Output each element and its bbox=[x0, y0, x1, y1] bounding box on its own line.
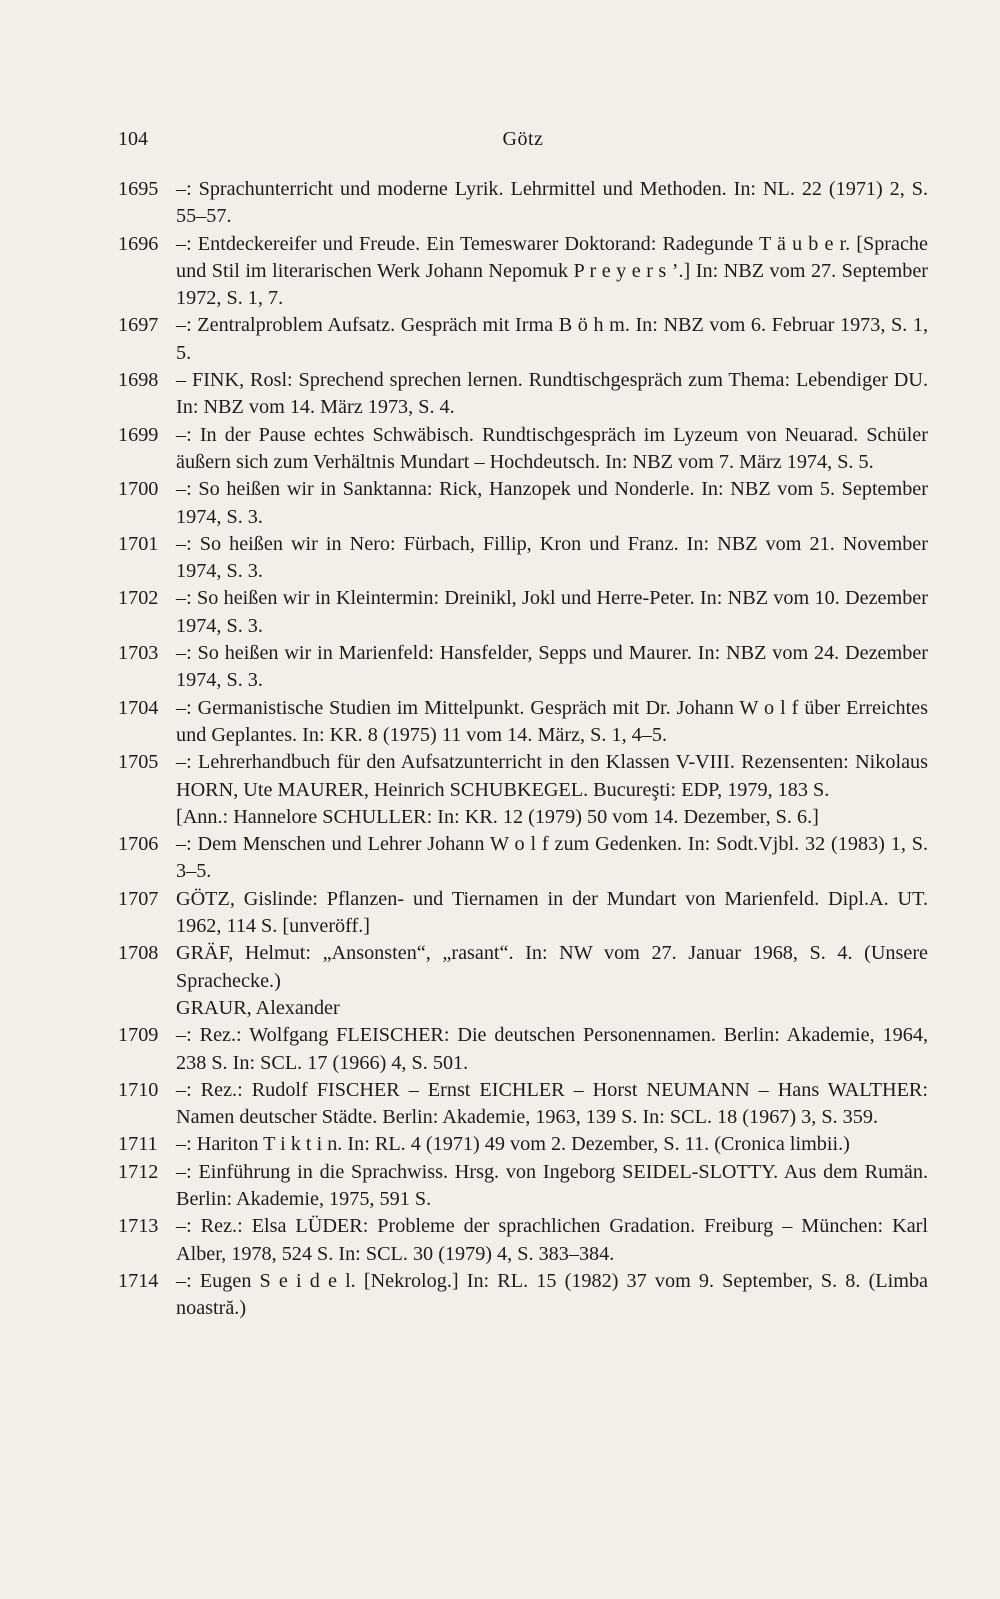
entry-text: –: Rez.: Elsa LÜDER: Probleme der sprachlichen Gradation. Freiburg – München: Karl Alber, 1978, 524 S. In: SCL. 30 (1979) 4, S. 383–384. bbox=[176, 1215, 928, 1265]
entry-number: 1714 bbox=[118, 1269, 159, 1292]
entry-number: 1701 bbox=[118, 532, 159, 555]
entry-number: 1706 bbox=[118, 833, 159, 856]
entry-number: 1696 bbox=[118, 232, 159, 255]
bibliography-entry bbox=[118, 476, 928, 531]
entry-text: –: Dem Menschen und Lehrer Johann W o l f zum Gedenken. In: Sodt.Vjbl. 32 (1983) 1, S. 3–5. bbox=[176, 833, 928, 883]
entry-number: 1705 bbox=[118, 751, 159, 774]
entry-number: 1697 bbox=[118, 314, 159, 337]
entry-number: 1699 bbox=[118, 423, 159, 446]
entry-text: – FINK, Rosl: Sprechend sprechen lernen. Rundtischgespräch zum Thema: Lebendiger DU. In: NBZ vom 14. März 1973, S. 4. bbox=[176, 369, 928, 419]
bibliography-entry bbox=[118, 695, 928, 750]
entry-text: –: Hariton T i k t i n. In: RL. 4 (1971) 49 vom 2. Dezember, S. 11. (Cronica limbii.) bbox=[176, 1133, 850, 1156]
bibliography-entry bbox=[118, 640, 928, 695]
entry-number: 1702 bbox=[118, 587, 159, 610]
entry-text: GRÄF, Helmut: „Ansonsten“, „rasant“. In: NW vom 27. Januar 1968, S. 4. (Unsere Sprachecke.) bbox=[176, 942, 928, 992]
entry-text: –: So heißen wir in Sanktanna: Rick, Hanzopek und Nonderle. In: NBZ vom 5. September 1974, S. 3. bbox=[176, 478, 928, 528]
entry-annotation: [Ann.: Hannelore SCHULLER: In: KR. 12 (1979) 50 vom 14. Dezember, S. 6.] bbox=[176, 805, 819, 828]
entry-number: 1708 bbox=[118, 942, 159, 965]
bibliography-entry bbox=[118, 312, 928, 367]
entry-number: 1703 bbox=[118, 642, 159, 665]
entry-text: –: Entdeckereifer und Freude. Ein Temeswarer Doktorand: Radegunde T ä u b e r. [Sprache und Stil im literarischen Werk Johann Nepomuk P r e y e r s ’.] In: NBZ vom 27. September 1972, S. 1, 7. bbox=[176, 232, 928, 310]
author-name: GRAUR, Alexander bbox=[176, 996, 340, 1019]
bibliography-entry bbox=[118, 585, 928, 640]
bibliography-entry bbox=[118, 176, 928, 231]
entry-number: 1700 bbox=[118, 478, 159, 501]
bibliography-entries bbox=[118, 176, 928, 1322]
entry-text: –: Lehrerhandbuch für den Aufsatzunterricht in den Klassen V-VIII. Rezensenten: Nikolaus HORN, Ute MAURER, Heinrich SCHUBKEGEL. Bucureşti: EDP, 1979, 183 S. bbox=[176, 751, 928, 801]
entry-number: 1710 bbox=[118, 1078, 159, 1101]
bibliography-entry bbox=[118, 231, 928, 313]
entry-text: –: Einführung in die Sprachwiss. Hrsg. von Ingeborg SEIDEL-SLOTTY. Aus dem Rumän. Berlin: Akademie, 1975, 591 S. bbox=[176, 1160, 928, 1210]
bibliography-entry bbox=[118, 940, 928, 995]
entry-text: –: So heißen wir in Kleintermin: Dreinikl, Jokl und Herre-Peter. In: NBZ vom 10. Dezember 1974, S. 3. bbox=[176, 587, 928, 637]
bibliography-entry bbox=[118, 531, 928, 586]
bibliography-entry bbox=[118, 1077, 928, 1132]
entry-number: 1707 bbox=[118, 887, 159, 910]
entry-text: –: In der Pause echtes Schwäbisch. Rundtischgespräch im Lyzeum von Neuarad. Schüler äußern sich zum Verhältnis Mundart – Hochdeutsch. In: NBZ vom 7. März 1974, S. 5. bbox=[176, 423, 928, 473]
entry-text: –: Germanistische Studien im Mittelpunkt. Gespräch mit Dr. Johann W o l f über Erreichtes und Geplantes. In: KR. 8 (1975) 11 vom 14. März, S. 1, 4–5. bbox=[176, 696, 928, 746]
entry-number: 1712 bbox=[118, 1160, 159, 1183]
entry-number: 1695 bbox=[118, 178, 159, 200]
running-title: Götz bbox=[502, 128, 544, 150]
bibliography-entry bbox=[118, 1159, 928, 1214]
entry-text: –: So heißen wir in Marienfeld: Hansfelder, Sepps und Maurer. In: NBZ vom 24. Dezember 1974, S. 3. bbox=[176, 642, 928, 692]
entry-text: –: Eugen S e i d e l. [Nekrolog.] In: RL. 15 (1982) 37 vom 9. September, S. 8. (Limba noastră.) bbox=[176, 1269, 928, 1320]
entry-text: –: So heißen wir in Nero: Fürbach, Fillip, Kron und Franz. In: NBZ vom 21. November 1974, S. 3. bbox=[176, 532, 928, 583]
entry-number: 1713 bbox=[118, 1215, 159, 1238]
entry-number: 1698 bbox=[118, 369, 159, 392]
bibliography-entry bbox=[118, 1213, 928, 1268]
bibliography-entry bbox=[118, 831, 928, 886]
entry-number: 1709 bbox=[118, 1024, 159, 1047]
entry-text: –: Sprachunterricht und moderne Lyrik. Lehrmittel und Methoden. In: NL. 22 (1971) 2, S. 55–57. bbox=[176, 178, 928, 228]
bibliography-entry bbox=[118, 1131, 928, 1158]
entry-number: 1704 bbox=[118, 696, 159, 719]
entry-text: –: Rez.: Rudolf FISCHER – Ernst EICHLER – Horst NEUMANN – Hans WALTHER: Namen deutscher Städte. Berlin: Akademie, 1963, 139 S. In: SCL. 18 (1967) 3, S. 359. bbox=[176, 1078, 928, 1129]
bibliography-entry bbox=[118, 1022, 928, 1077]
bibliography-entry bbox=[118, 749, 928, 831]
bibliography-entry bbox=[118, 886, 928, 941]
bibliography-entry bbox=[118, 422, 928, 477]
entry-text: –: Zentralproblem Aufsatz. Gespräch mit Irma B ö h m. In: NBZ vom 6. Februar 1973, S. 1, 5. bbox=[176, 314, 928, 364]
bibliography-entry bbox=[118, 1268, 928, 1323]
bibliography-entry bbox=[118, 367, 928, 422]
entry-text: –: Rez.: Wolfgang FLEISCHER: Die deutschen Personennamen. Berlin: Akademie, 1964, 238 S. In: SCL. 17 (1966) 4, S. 501. bbox=[176, 1024, 928, 1074]
entry-text: GÖTZ, Gislinde: Pflanzen- und Tiernamen in der Mundart von Marienfeld. Dipl.A. UT. 1962, 114 S. [unveröff.] bbox=[176, 887, 928, 938]
author-heading bbox=[118, 995, 928, 1022]
page-number: 104 bbox=[118, 128, 148, 150]
entry-number: 1711 bbox=[118, 1133, 158, 1156]
